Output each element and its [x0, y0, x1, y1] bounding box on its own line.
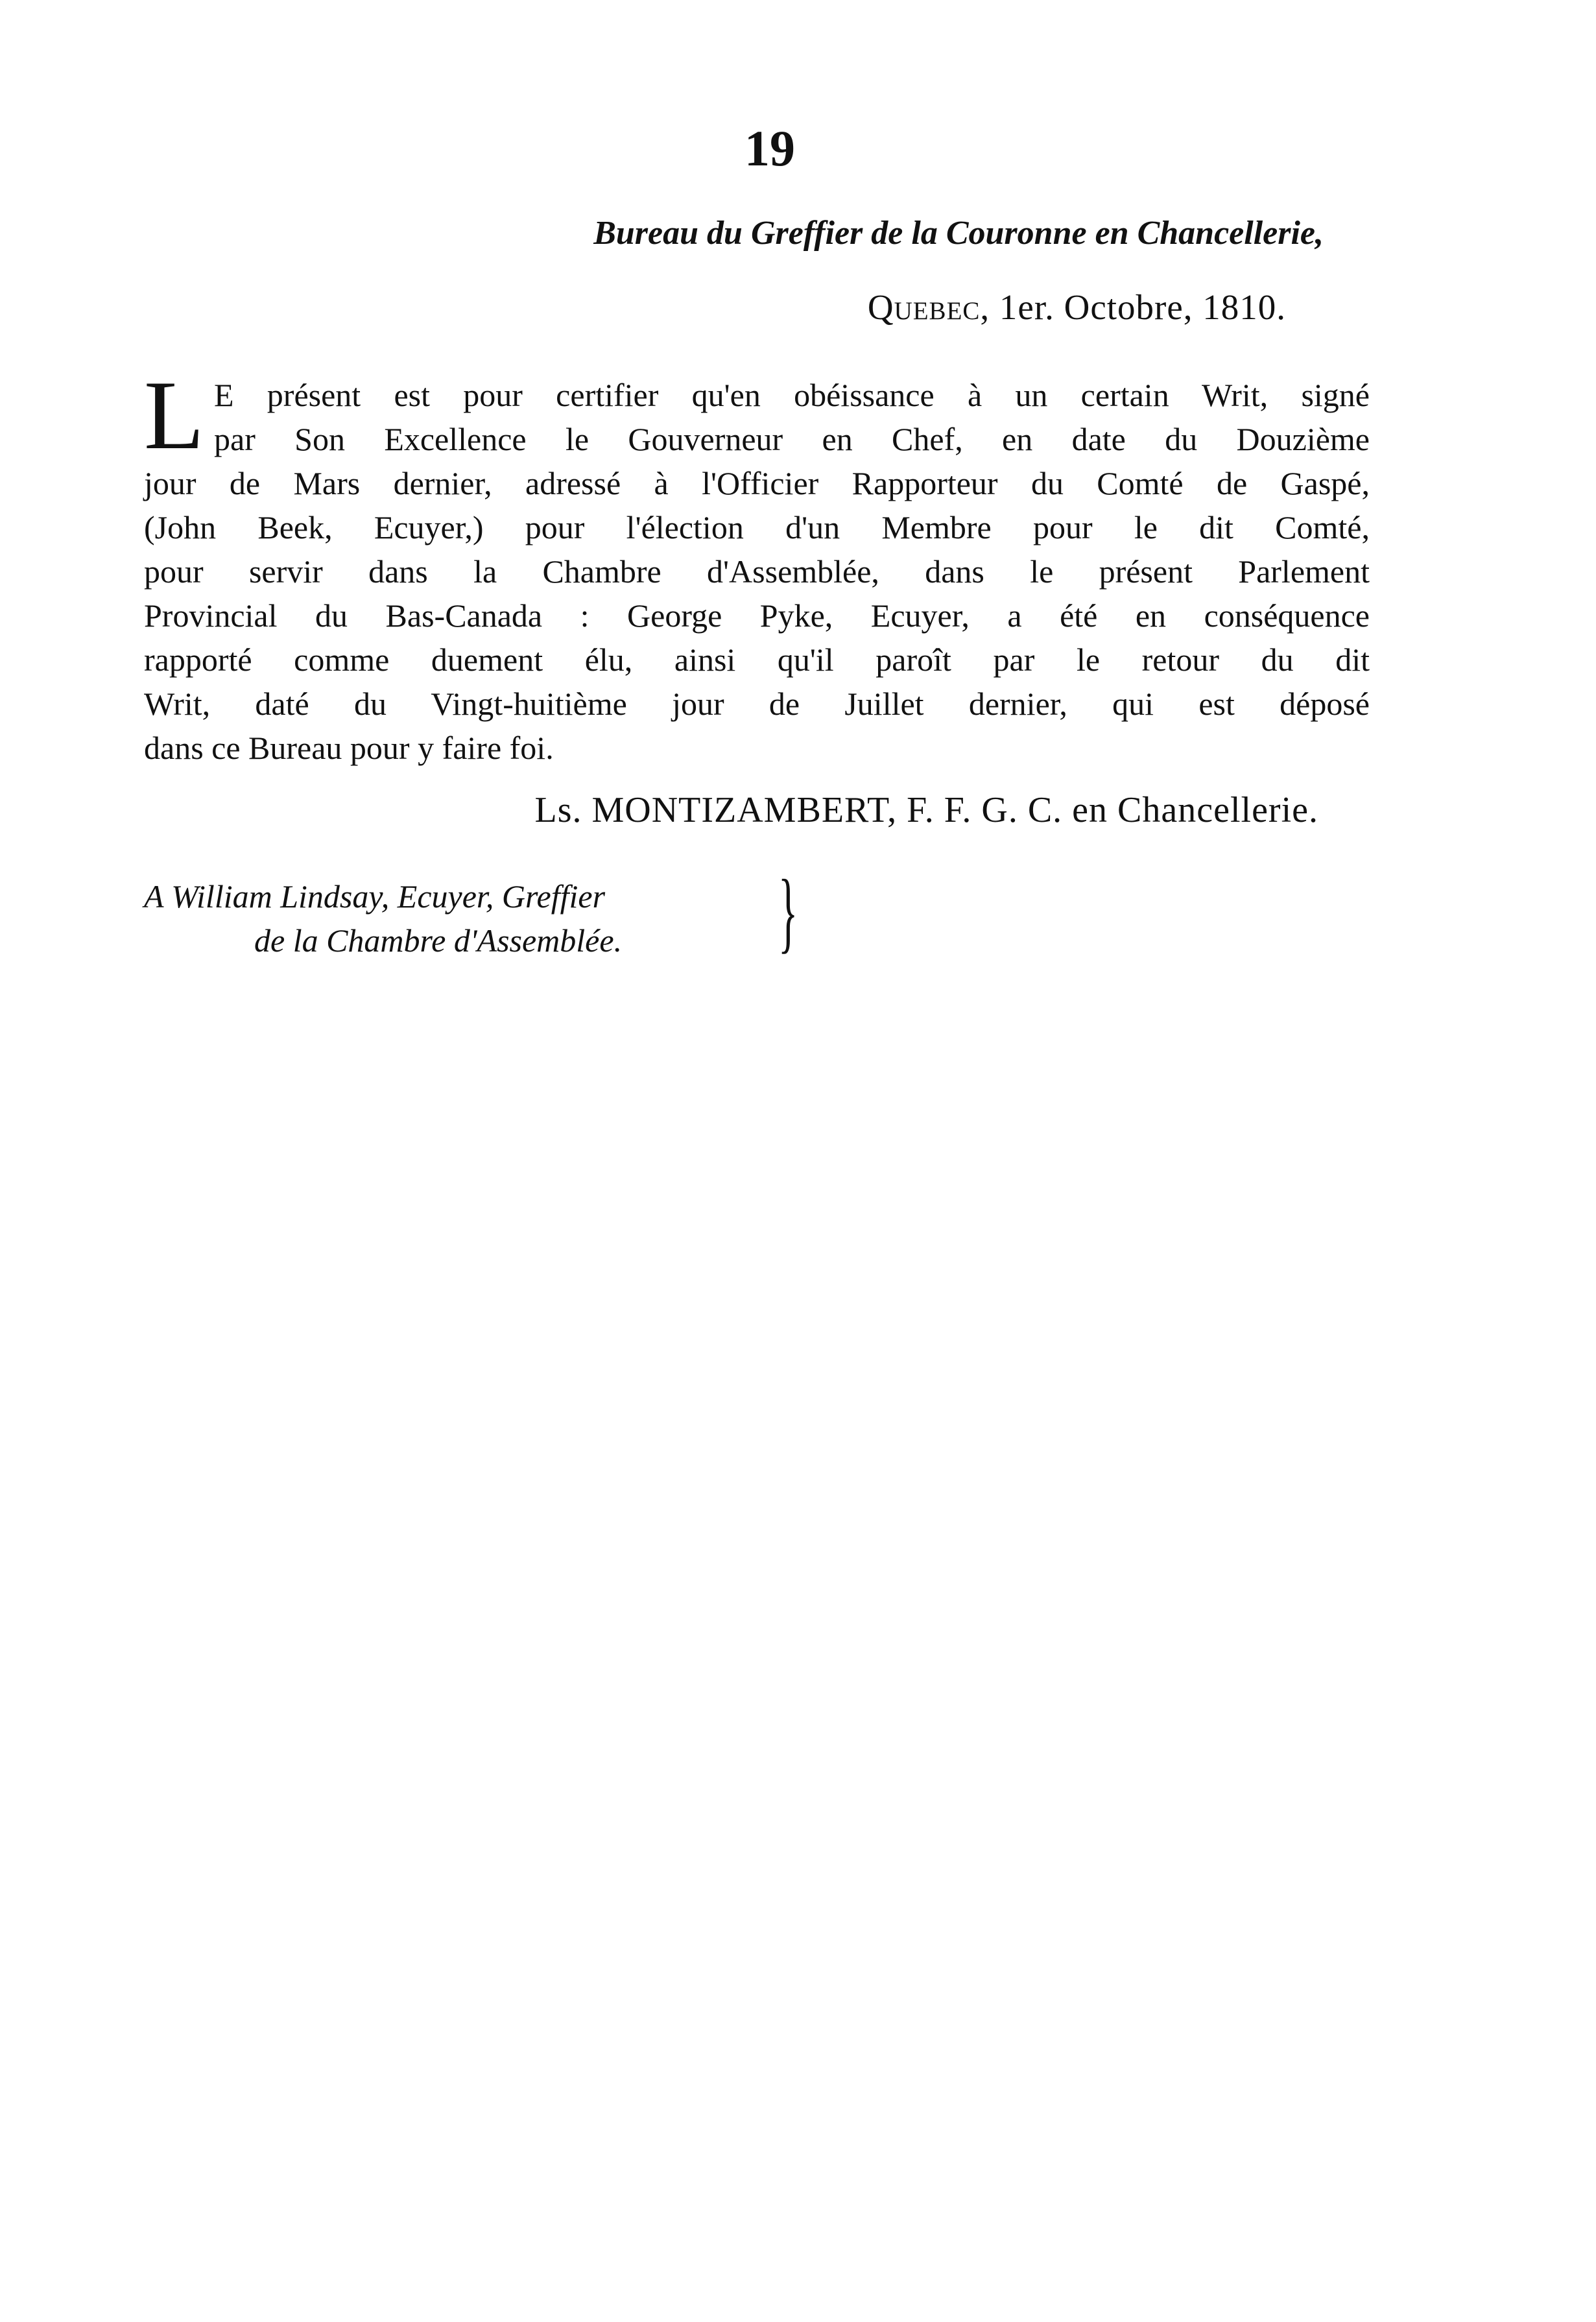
paragraph-line: rapporté comme duement élu, ainsi qu'il paroît par le retour du dit [144, 641, 1370, 678]
paragraph-line: pour servir dans la Chambre d'Assemblée, dans le présent Parlement [144, 553, 1370, 590]
dateline-date: 1er. Octobre, 1810. [999, 287, 1286, 327]
page-number: 19 [744, 120, 795, 176]
paragraph-line: Provincial du Bas-Canada : George Pyke, Ecuyer, a été en conséquence [144, 597, 1370, 634]
addressee-line: A William Lindsay, Ecuyer, Greffier [144, 878, 606, 915]
addressee-block [144, 874, 622, 963]
brace-glyph: } [778, 861, 798, 962]
paragraph-line: E présent est pour certifier qu'en obéissance à un certain Writ, signé [214, 377, 1370, 413]
dateline [868, 287, 1286, 328]
paragraph-line: jour de Mars dernier, adressé à l'Officier Rapporteur du Comté de Gaspé, [144, 465, 1370, 501]
certificate-paragraph [144, 361, 1370, 770]
paragraph-line: (John Beek, Ecuyer,) pour l'élection d'un Membre pour le dit Comté, [144, 509, 1370, 545]
paragraph-line: dans ce Bureau pour y faire foi. [144, 730, 554, 766]
signature: Ls. MONTIZAMBERT, F. F. G. C. en Chancellerie. [534, 790, 1318, 830]
office-heading: Bureau du Greffier de la Couronne en Chancellerie, [593, 215, 1324, 252]
dateline-place: Quebec, [867, 287, 990, 327]
addressee-line: de la Chambre d'Assemblée. [254, 922, 623, 959]
paragraph-line: Writ, daté du Vingt-huitième jour de Juillet dernier, qui est déposé [144, 686, 1370, 722]
paragraph-line: par Son Excellence le Gouverneur en Chef, en date du Douzième [214, 421, 1370, 457]
drop-cap: L [144, 361, 204, 470]
